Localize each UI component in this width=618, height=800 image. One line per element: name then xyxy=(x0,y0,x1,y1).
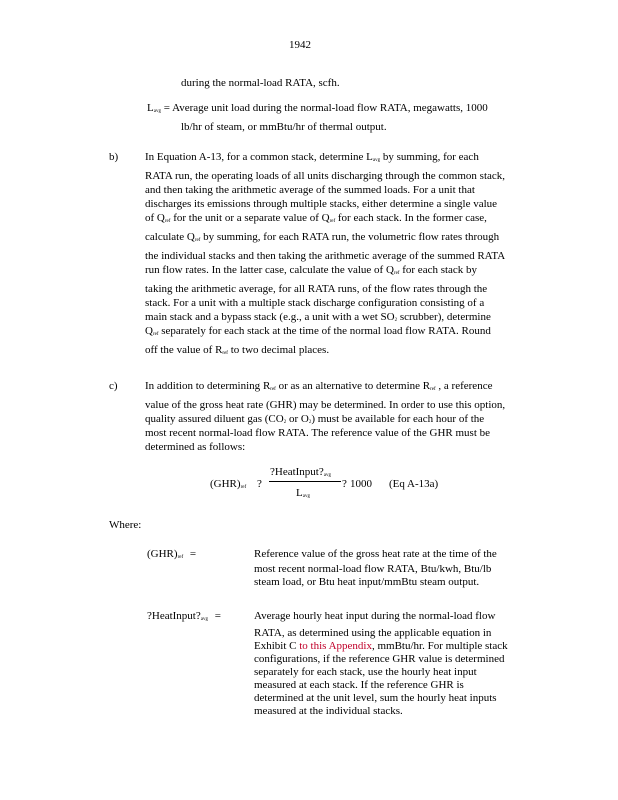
def-ghr-term: $(GHR)_{ref}$ = xyxy=(147,548,197,560)
equation-denominator: $L_{avg}$ xyxy=(296,487,310,499)
para-b-line: of $Q_{ref}$ for the unit or a separate value of $Q_{ref}$ for each stack. In the former case, xyxy=(145,212,487,224)
para-b-line: taking the arithmetic average, for all RATA runs, of the flow rates through the xyxy=(145,283,488,295)
lavg-cont: lb/hr of steam, or mmBtu/hr of thermal output. xyxy=(181,121,387,133)
where-label: Where: xyxy=(109,519,142,531)
lavg-eq: = Average unit load during the normal-load flow RATA, megawatts, 1000 xyxy=(163,102,488,114)
def-heatinput-body: Average hourly heat input during the normal-load flow RATA, as determined using the applicable equation in Exhibit C to this Appendix, mmBtu/hr. For multiple stack configurations, if the reference GHR value is determined separately for each stack, use the hourly heat input measured at each stack. If the reference GHR is determined at the unit level, sum the hourly heat inputs measured at the individual stacks. xyxy=(254,610,508,717)
intro-line: during the normal-load RATA, scfh. xyxy=(181,77,340,89)
equation-times: ? xyxy=(342,478,347,490)
equation-label: (Eq A-13a) xyxy=(389,478,439,490)
def-heatinput-term: $?HeatInput?_{avg}$ = xyxy=(147,610,221,622)
def-ghr-body: Reference value of the gross heat rate at the time of the most recent normal-load flow RATA, Btu/kwh, Btu/lb steam load, or Btu heat input/mmBtu steam output. xyxy=(254,548,497,588)
lavg-definition xyxy=(147,101,488,115)
equation-numerator: $?HeatInput?_{avg}$ xyxy=(270,466,331,478)
equation-op: ? xyxy=(257,478,262,490)
para-b-line: discharges its emissions through multiple stacks, either determine a single value xyxy=(145,198,498,210)
para-c-body xyxy=(145,379,545,454)
para-c-line: In addition to determining $R_{ref}$ or as an alternative to determine $R_{ref}$ , a reference xyxy=(145,380,493,392)
appendix-link[interactable]: to this Appendix xyxy=(299,640,372,652)
para-b-label: b) xyxy=(109,151,119,163)
para-b-line: $Q_{ref}$ separately for each stack at the time of the normal load flow RATA. Round xyxy=(145,325,491,337)
page-number: 1942 xyxy=(289,39,311,51)
para-b-line: RATA run, the operating loads of all units discharging through the common stack, xyxy=(145,170,506,182)
para-c-line: most recent normal-load flow RATA. The reference value of the GHR must be xyxy=(145,427,491,439)
para-c-line: value of the gross heat rate (GHR) may be determined. In order to use this option, xyxy=(145,399,506,411)
para-b-line: In Equation A-13, for a common stack, determine $L_{avg}$ by summing, for each xyxy=(145,151,479,163)
para-b-body xyxy=(145,150,545,361)
fraction-bar xyxy=(269,481,341,482)
para-c-label: c) xyxy=(109,380,118,392)
para-b-line: main stack and a bypass stack (e.g., a unit with a wet $SO_2$ scrubber), determine xyxy=(145,311,491,323)
para-b-line: calculate $Q_{ref}$ by summing, for each RATA run, the volumetric flow rates through xyxy=(145,231,500,243)
lavg-sub: avg xyxy=(153,109,161,114)
para-c-line: determined as follows: xyxy=(145,441,246,453)
para-c-line: quality assured diluent gas ($CO_2$ or $O_2$) must be available for each hour of the xyxy=(145,413,485,425)
para-b-line: stack. For a unit with a multiple stack discharge configuration consisting of a xyxy=(145,297,485,309)
equation-lhs: $(GHR)_{ref}$ xyxy=(210,478,247,490)
para-b-line: the individual stacks and then taking the arithmetic average of the summed RATA xyxy=(145,250,506,262)
lavg-symbol: L xyxy=(147,102,154,114)
para-b-line: run flow rates. In the latter case, calculate the value of $Q_{ref}$ for each stack by xyxy=(145,264,478,276)
equation-factor: 1000 xyxy=(350,478,372,490)
para-b-line: off the value of $R_{ref}$ to two decimal places. xyxy=(145,344,330,356)
para-b-line: and then taking the arithmetic average of the summed loads. For a unit that xyxy=(145,184,475,196)
